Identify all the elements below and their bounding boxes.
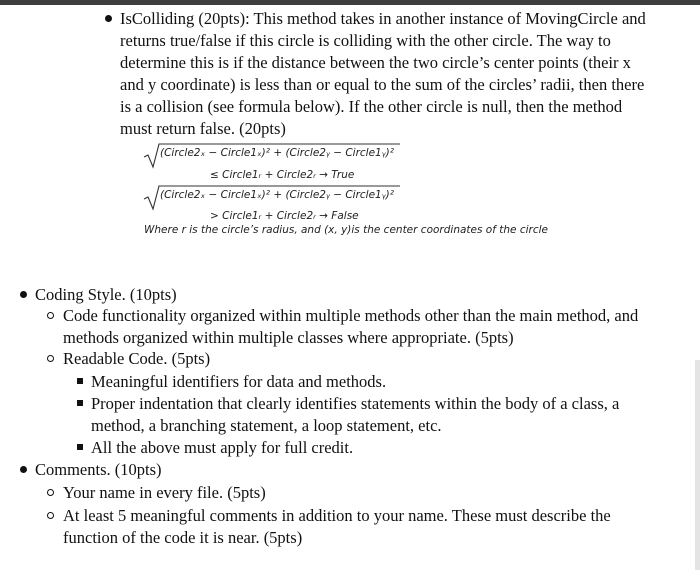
bullet-icon bbox=[20, 291, 27, 298]
scrollbar[interactable] bbox=[695, 360, 700, 570]
coding-style-sub2-line-1: Proper indentation that clearly identifies statements within the body of a class, a bbox=[91, 394, 620, 413]
square-bullet-icon bbox=[77, 400, 83, 406]
formula-2-result: > Circle1ᵣ + Circle2ᵣ → False bbox=[210, 210, 359, 222]
bullet-icon bbox=[105, 15, 112, 22]
iscolliding-line-1: IsColliding (20pts): This method takes in another instance of MovingCircle and bbox=[120, 9, 646, 28]
coding-style-item1-line-2: methods organized within multiple classes where appropriate. (5pts) bbox=[63, 328, 514, 347]
hollow-bullet-icon bbox=[47, 312, 54, 319]
iscolliding-line-3: determine this is if the distance between the two circle’s center points (their x bbox=[120, 53, 631, 72]
formula-1-result: ≤ Circle1ᵣ + Circle2ᵣ → True bbox=[210, 169, 355, 181]
hollow-bullet-icon bbox=[47, 512, 54, 519]
bullet-icon bbox=[20, 466, 27, 473]
coding-style-item2: Readable Code. (5pts) bbox=[63, 349, 211, 368]
iscolliding-line-6: must return false. (20pts) bbox=[120, 119, 286, 138]
formula-1-root: (Circle2ₓ − Circle1ₓ)² + (Circle2ᵧ − Circle1ᵧ)² bbox=[160, 147, 394, 159]
comments-item2-line-1: At least 5 meaningful comments in addition to your name. These must describe the bbox=[63, 506, 611, 525]
top-bar bbox=[0, 0, 700, 5]
coding-style-sub2-line-2: method, a branching statement, a loop statement, etc. bbox=[91, 416, 442, 435]
coding-style-sub1: Meaningful identifiers for data and methods. bbox=[91, 372, 387, 391]
coding-style-item1-line-1: Code functionality organized within multiple methods other than the main method, and bbox=[63, 306, 639, 325]
iscolliding-line-5: is a collision (see formula below). If the other circle is null, then the method bbox=[120, 97, 623, 116]
coding-style-title: Coding Style. (10pts) bbox=[35, 285, 177, 304]
square-bullet-icon bbox=[77, 444, 83, 450]
iscolliding-line-4: and y coordinate) is less than or equal to the sum of the circles’ radii, then there bbox=[120, 75, 645, 94]
iscolliding-line-2: returns true/false if this circle is colliding with the other circle. The way to bbox=[120, 31, 611, 50]
comments-item2-line-2: function of the code it is near. (5pts) bbox=[63, 528, 303, 547]
formula-note: Where r is the circle’s radius, and (x, y)is the center coordinates of the circle bbox=[144, 224, 548, 236]
coding-style-sub3: All the above must apply for full credit. bbox=[91, 438, 354, 457]
hollow-bullet-icon bbox=[47, 489, 54, 496]
formula-2-root: (Circle2ₓ − Circle1ₓ)² + (Circle2ᵧ − Circle1ᵧ)² bbox=[160, 189, 394, 201]
comments-item1: Your name in every file. (5pts) bbox=[63, 483, 266, 502]
comments-title: Comments. (10pts) bbox=[35, 460, 162, 479]
hollow-bullet-icon bbox=[47, 355, 54, 362]
square-bullet-icon bbox=[77, 378, 83, 384]
